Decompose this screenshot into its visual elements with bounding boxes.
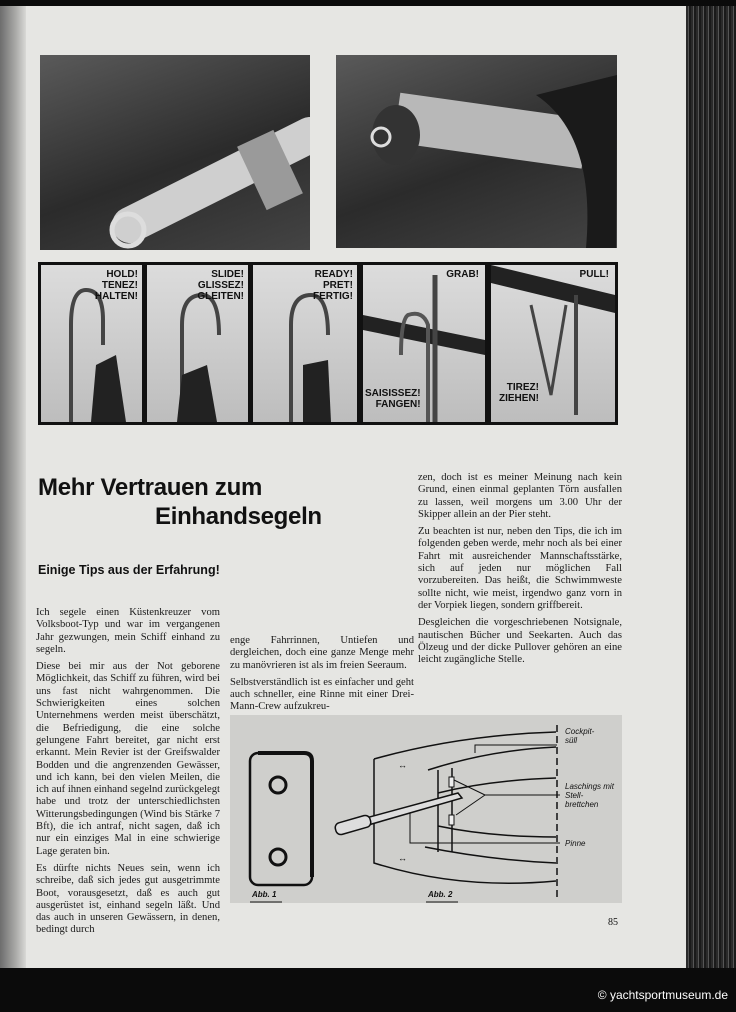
article-column-1 xyxy=(36,607,220,942)
label-laschings: Laschings mit Stell-brettchen xyxy=(565,782,614,809)
caption-hold: HOLD! xyxy=(106,269,138,280)
label-pinne: Pinne xyxy=(565,839,586,848)
caption-grab: GRAB! xyxy=(446,269,479,280)
paragraph: Desgleichen die vorgeschriebenen Notsignale, nautischen Bücher und Seekarten. Auch das Ölzeug und der dicke Pullover gehören an eine leicht zugängliche Stelle. xyxy=(418,617,622,666)
book-page-edges xyxy=(686,6,736,968)
caption-ziehen: ZIEHEN! xyxy=(499,393,539,404)
paragraph: Diese bei mir aus der Not geborene Möglichkeit, das Schiff zu führen, wird bei uns fast nicht wahrgenommen. Die Schwierigkeiten eines solchen Unternehmens werden meist überschätzt, die Befriedigung, die eine solche gelungene Fahrt bereitet, gar nicht erst erkannt. Mein Revier ist der Greifswalder Bodden und die angrenzenden Gewässer, und ich kann, bei den vielen Meilen, die ich auf ihnen einhand segelnd zurückgelegt habe und trotz der unterschiedlichsten Witterungsbedingungen (Wind bis Stärke 7 Bft), die ich antraf, nicht sagen, daß ich nur ein einziges Mal in eine schwierige Lage geraten bin. xyxy=(36,661,220,857)
figure-caption-abb2: Abb. 2 xyxy=(428,890,453,899)
photo-boathook-closeup-1 xyxy=(40,55,310,250)
caption-ready: READY! xyxy=(314,269,353,280)
article-title-line1: Mehr Vertrauen zum xyxy=(38,474,262,501)
article-column-3 xyxy=(418,472,622,671)
caption-pull: PULL! xyxy=(579,269,609,280)
paragraph: enge Fahrrinnen, Untiefen und dergleichen, doch eine ganze Menge mehr zu manövrieren ist als im freien Seeraum. xyxy=(230,635,414,671)
paragraph: Es dürfte nichts Neues sein, wenn ich schreibe, daß sich jedes gut ausgetrimmte Boot, vorausgesetzt, daß es auch gut ausgerüstet ist, einhand segeln läßt. Und das auch in unseren Gewässern, in denen, bedingt durch xyxy=(36,862,220,936)
photo-panel-slide xyxy=(147,265,248,422)
photo-panel-grab xyxy=(363,265,485,422)
article-title-line2: Einhandsegeln xyxy=(155,503,322,530)
svg-text:↔: ↔ xyxy=(398,760,407,770)
caption-slide: SLIDE! xyxy=(211,269,244,280)
tiller-lashing-diagram xyxy=(230,715,622,903)
article-subtitle: Einige Tips aus der Erfahrung! xyxy=(38,563,220,577)
watermark: © yachtsportmuseum.de xyxy=(597,988,728,1002)
label-cockpit-suell: Cockpit-süll xyxy=(565,727,595,745)
caption-saisissez: SAISISSEZ! xyxy=(365,388,421,399)
paragraph: Zu beachten ist nur, neben den Tips, die ich im folgenden geben werde, mehr noch als bei einer Fahrt mit ausreichender Mannschaftsstärke, sich auf jeden nur möglichen Fall vorzubereiten. Das heißt, die Schwimmweste sollte nicht, wie meist, irgendwo ganz vorn in der Vorpiek liegen, sondern griffbereit. xyxy=(418,526,622,611)
caption-fertig: FERTIG! xyxy=(313,291,353,302)
diagram-drawing xyxy=(230,715,622,903)
book-binding xyxy=(0,6,26,968)
svg-text:↔: ↔ xyxy=(398,853,407,863)
paragraph: zen, doch ist es meiner Meinung nach kein Grund, einen einmal geplanten Törn ausfallen zu lassen, weil morgens um 3.00 Uhr der Skipper allein an der Pier steht. xyxy=(418,472,622,520)
figure-caption-abb1: Abb. 1 xyxy=(252,890,277,899)
caption-tirez: TIREZ! xyxy=(506,382,539,393)
paragraph: Selbstverständlich ist es einfacher und geht auch schneller, eine Rinne mit einer Drei-Mann-Crew aufzukreu- xyxy=(230,676,414,713)
photo-panel-pull xyxy=(491,265,615,422)
article-column-2 xyxy=(230,635,414,719)
caption-halten: HALTEN! xyxy=(94,291,138,302)
caption-glissez: GLISSEZ! xyxy=(197,280,244,291)
caption-tenez: TENEZ! xyxy=(101,280,138,291)
photo-panel-ready xyxy=(253,265,357,422)
page-number: 85 xyxy=(608,917,618,928)
caption-pret: PRET! xyxy=(323,280,353,291)
caption-gleiten: GLEITEN! xyxy=(197,291,244,302)
photo-sequence-strip xyxy=(38,262,618,425)
photo-boathook-closeup-2 xyxy=(336,55,617,248)
paragraph: Ich segele einen Küstenkreuzer vom Volksboot-Typ und war im vergangenen Jahr gezwungen, mein Schiff einhand zu segeln. xyxy=(36,607,220,655)
caption-fangen: FANGEN! xyxy=(375,399,421,410)
photo-panel-hold xyxy=(41,265,142,422)
